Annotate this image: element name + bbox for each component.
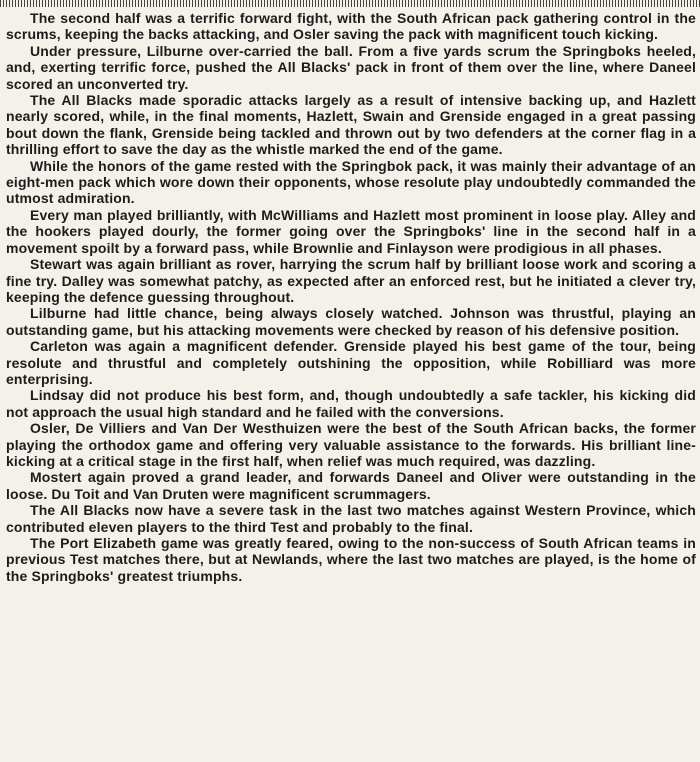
article-paragraph: The All Blacks now have a severe task in the last two matches against Western Province, which contributed eleven players to the third Test and probably to the final. — [6, 502, 696, 535]
article-paragraph: While the honors of the game rested with the Springbok pack, it was mainly their advantage of an eight-men pack which wore down their opponents, whose resolute play undoubtedly commanded the utmost admiration. — [6, 157, 696, 207]
article-paragraph: Mostert again proved a grand leader, and forwards Daneel and Oliver were outstanding in the loose. Du Toit and Van Druten were magnificent scrummagers. — [6, 469, 696, 502]
article-paragraph: The Port Elizabeth game was greatly feared, owing to the non-success of South African teams in previous Test matches there, but at Newlands, where the last two matches are played, is the home of the Springboks' greatest triumphs. — [6, 535, 696, 584]
article-paragraph: Lilburne had little chance, being always closely watched. Johnson was thrustful, playing an outstanding game, but his attacking movements were checked by reason of his defensive position. — [6, 305, 696, 338]
article-paragraph: The All Blacks made sporadic attacks largely as a result of intensive backing up, and Hazlett nearly scored, while, in the final moments, Hazlett, Swain and Grenside engaged in a great passing bout down the flank, Grenside being tackled and thrown out by two defenders at the corner flag in a thrilling effort to save the day as the whistle marked the end of the game. — [6, 92, 696, 158]
article-paragraph: The second half was a terrific forward fight, with the South African pack gathering control in the scrums, keeping the backs attacking, and Osler saving the pack with magnificent touch kicking. — [6, 10, 696, 43]
decorative-top-border — [0, 0, 700, 7]
article-paragraph: Osler, De Villiers and Van Der Westhuizen were the best of the South African backs, the former playing the orthodox game and offering very valuable assistance to the forwards. His brilliant line-kicking at a critical stage in the first half, when relief was much required, was dazzling. — [6, 420, 696, 469]
article-paragraph: Stewart was again brilliant as rover, harrying the scrum half by brilliant loose work and scoring a fine try. Dalley was somewhat patchy, as expected after an enforced rest, but he initiated a clever try, keeping the defence guessing throughout. — [6, 256, 696, 305]
article-paragraph: Lindsay did not produce his best form, and, though undoubtedly a safe tackler, his kicking did not approach the usual high standard and he failed with the conversions. — [6, 387, 696, 420]
newspaper-clipping — [6, 10, 696, 584]
article-paragraph: Under pressure, Lilburne over-carried the ball. From a five yards scrum the Springboks heeled, and, exerting terrific force, pushed the All Blacks' pack in front of them over the line, where Daneel scored an unconverted try. — [6, 42, 696, 92]
article-paragraph: Carleton was again a magnificent defender. Grenside played his best game of the tour, being resolute and thrustful and completely outshining the opposition, while Robilliard was more enterprising. — [6, 338, 696, 387]
article-paragraph: Every man played brilliantly, with McWilliams and Hazlett most prominent in loose play. Alley and the hookers played dourly, the former going over the Springboks' line in the second half in a movement spoilt by a forward pass, while Brownlie and Finlayson were prodigious in all phases. — [6, 206, 696, 256]
